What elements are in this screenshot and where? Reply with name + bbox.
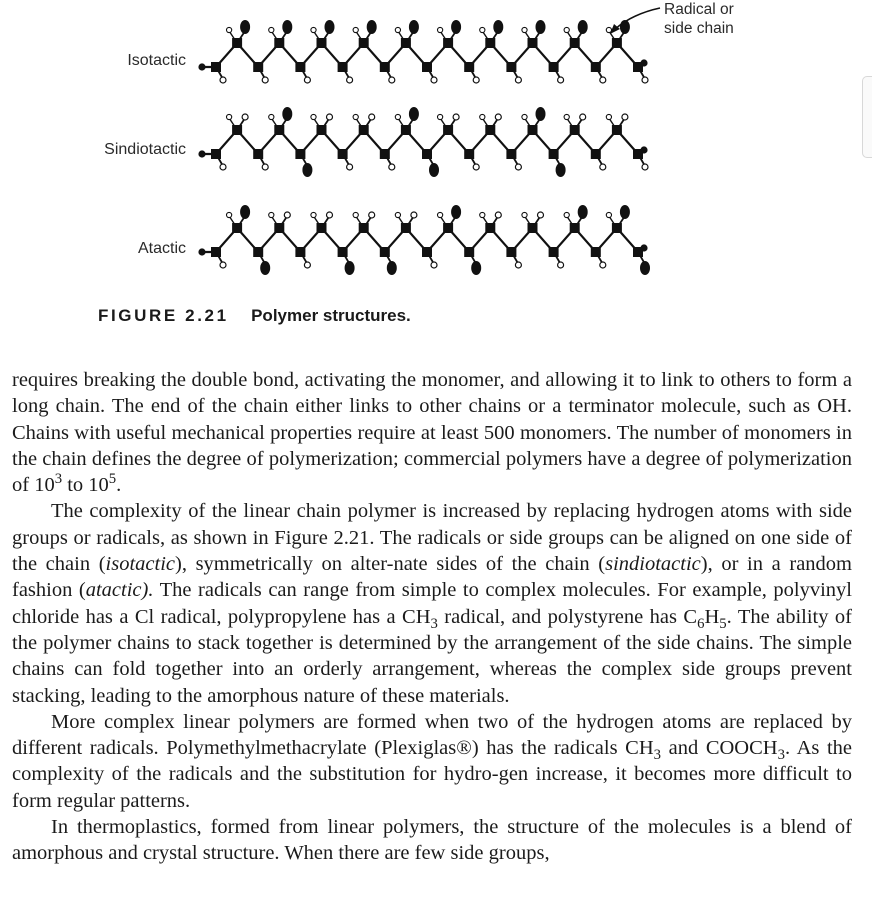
hydrogen-atom (227, 27, 232, 32)
hydrogen-atom (220, 77, 226, 83)
hydrogen-atom (515, 164, 521, 170)
hydrogen-atom (564, 212, 569, 217)
radical-group (325, 20, 335, 34)
hydrogen-atom (262, 164, 268, 170)
hydrogen-atom (522, 212, 527, 217)
radical-group (367, 20, 377, 34)
chain-label-atactic: Atactic (137, 240, 186, 257)
figure-caption (98, 306, 411, 326)
hydrogen-atom (642, 164, 648, 170)
callout-line-1: Radical or (664, 1, 734, 18)
hydrogen-atom (369, 114, 375, 120)
text-segment: In thermoplastics, formed from linear polymers, the structure of the molecules is a blend of amorphous and crystal structure. When there are few side groups, (12, 816, 852, 865)
hydrogen-atom (269, 114, 274, 119)
text-segment: radical, and polystyrene has C (437, 605, 698, 628)
paragraph (12, 498, 852, 708)
hydrogen-atom (395, 114, 400, 119)
hydrogen-atom (327, 212, 333, 218)
hydrogen-atom (284, 212, 290, 218)
hydrogen-atom (431, 77, 437, 83)
hydrogen-atom (395, 27, 400, 32)
hydrogen-atom (495, 212, 501, 218)
side-chain-callout (664, 0, 734, 38)
text-segment: 3 (430, 615, 438, 632)
hydrogen-atom (389, 77, 395, 83)
hydrogen-atom (515, 262, 521, 268)
hydrogen-atom (558, 262, 564, 268)
radical-group (260, 261, 270, 275)
hydrogen-atom (353, 212, 358, 217)
text-segment: 5 (719, 615, 727, 632)
radical-group (387, 261, 397, 275)
text-segment: ), or in a random fashion ( (12, 553, 852, 602)
radical-group (451, 20, 461, 34)
hydrogen-atom (311, 27, 316, 32)
radical-group (556, 163, 566, 177)
radical-group (302, 163, 312, 177)
hydrogen-atom (606, 212, 611, 217)
body-text (12, 367, 852, 867)
hydrogen-atom (269, 212, 274, 217)
hydrogen-atom (242, 114, 248, 120)
radical-group (409, 107, 419, 121)
text-segment: to 10 (62, 474, 109, 497)
hydrogen-atom (480, 212, 485, 217)
polymer-figure (0, 0, 872, 340)
hydrogen-atom (304, 262, 310, 268)
radical-group (640, 261, 650, 275)
radical-group (345, 261, 355, 275)
scroll-tab[interactable] (862, 76, 872, 158)
hydrogen-atom (220, 164, 226, 170)
radical-group (240, 20, 250, 34)
hydrogen-atom (369, 212, 375, 218)
hydrogen-atom (395, 212, 400, 217)
hydrogen-atom (411, 212, 417, 218)
chain-end-atom (198, 248, 205, 255)
text-segment: requires breaking the double bond, activating the monomer, and allowing it to link to others to form a long chain. The end of the chain either links to other chains or a terminator molecule, such as OH. Chains with useful mechanical properties require at least 500 monomers. The number of monomers in the chain defines the degree of polymerization; commercial polymers have a degree of polymerization of 10 (12, 369, 852, 497)
hydrogen-atom (580, 114, 586, 120)
hydrogen-atom (353, 114, 358, 119)
hydrogen-atom (606, 27, 611, 32)
paragraph (12, 367, 852, 498)
hydrogen-atom (522, 27, 527, 32)
hydrogen-atom (564, 114, 569, 119)
hydrogen-atom (438, 114, 443, 119)
hydrogen-atom (600, 77, 606, 83)
hydrogen-atom (227, 212, 232, 217)
radical-group (578, 20, 588, 34)
text-segment: More complex linear polymers are formed when two of the hydrogen atoms are replaced by different radicals. Polymethylmethacrylate (Plexiglas®) has the radicals CH (12, 710, 852, 760)
figure-number: FIGURE 2.21 (98, 306, 229, 325)
text-segment: . (116, 474, 122, 497)
hydrogen-atom (269, 27, 274, 32)
text-segment: sindiotactic (605, 553, 701, 576)
radical-group (429, 163, 439, 177)
hydrogen-atom (515, 77, 521, 83)
hydrogen-atom (564, 27, 569, 32)
hydrogen-atom (558, 77, 564, 83)
radical-group (282, 107, 292, 121)
hydrogen-atom (227, 114, 232, 119)
hydrogen-atom (600, 164, 606, 170)
hydrogen-atom (642, 77, 648, 83)
hydrogen-atom (495, 114, 501, 120)
hydrogen-atom (473, 164, 479, 170)
text-segment: atactic). (85, 579, 154, 602)
radical-group (409, 20, 419, 34)
hydrogen-atom (353, 27, 358, 32)
hydrogen-atom (304, 77, 310, 83)
text-segment: and COOCH (661, 737, 778, 760)
text-segment: ), symmetrically on alter-nate sides of the chain ( (175, 553, 606, 576)
text-segment: 6 (697, 615, 705, 632)
hydrogen-atom (480, 27, 485, 32)
hydrogen-atom (431, 262, 437, 268)
hydrogen-atom (347, 164, 353, 170)
hydrogen-atom (389, 164, 395, 170)
text-segment: 3 (777, 747, 785, 764)
hydrogen-atom (347, 77, 353, 83)
hydrogen-atom (538, 212, 544, 218)
paragraph (12, 814, 852, 867)
radical-group (536, 107, 546, 121)
radical-group (240, 205, 250, 219)
text-segment: isotactic (105, 553, 175, 576)
text-segment: The complexity of the linear chain polymer is increased by replacing hydrogen atoms with side groups or radicals, as shown in Figure 2.21. The radicals or side groups can be aligned on one side of the chain ( (12, 500, 852, 576)
hydrogen-atom (220, 262, 226, 268)
hydrogen-atom (473, 77, 479, 83)
hydrogen-atom (327, 114, 333, 120)
hydrogen-atom (438, 212, 443, 217)
hydrogen-atom (606, 114, 611, 119)
radical-group (578, 205, 588, 219)
radical-group (282, 20, 292, 34)
radical-group (620, 205, 630, 219)
hydrogen-atom (480, 114, 485, 119)
hydrogen-atom (311, 212, 316, 217)
chain-label-isotactic: Isotactic (127, 52, 186, 69)
paragraph (12, 709, 852, 814)
hydrogen-atom (262, 77, 268, 83)
callout-line-2: side chain (664, 20, 734, 37)
text-segment: 5 (108, 471, 117, 488)
chain-label-sindiotactic: Sindiotactic (104, 141, 186, 158)
hydrogen-atom (622, 114, 628, 120)
text-segment: H (704, 605, 720, 628)
text-segment: The radicals can range from simple to complex molecules. For example, polyvinyl chloride has a Cl radical, polypropylene has a CH (12, 579, 852, 628)
text-segment: 3 (653, 747, 662, 764)
chain-end-atom (198, 150, 205, 157)
radical-group (471, 261, 481, 275)
figure-title: Polymer structures. (251, 306, 411, 325)
radical-group (451, 205, 461, 219)
chain-end-atom (198, 63, 205, 70)
radical-group (493, 20, 503, 34)
text-segment: 3 (54, 471, 63, 488)
text-segment: . The ability of the polymer chains to stack together is determined by the arrangement of the side chains. The simple chains can fold together into an orderly arrangement, whereas the complex side groups prevent stacking, leading to the amorphous nature of these materials. (12, 605, 852, 707)
hydrogen-atom (600, 262, 606, 268)
radical-group (536, 20, 546, 34)
hydrogen-atom (453, 114, 459, 120)
hydrogen-atom (311, 114, 316, 119)
hydrogen-atom (438, 27, 443, 32)
text-segment: . As the complexity of the radicals and the substitution for hydro-gen increase, it becomes more difficult to form regular patterns. (12, 737, 853, 812)
hydrogen-atom (522, 114, 527, 119)
